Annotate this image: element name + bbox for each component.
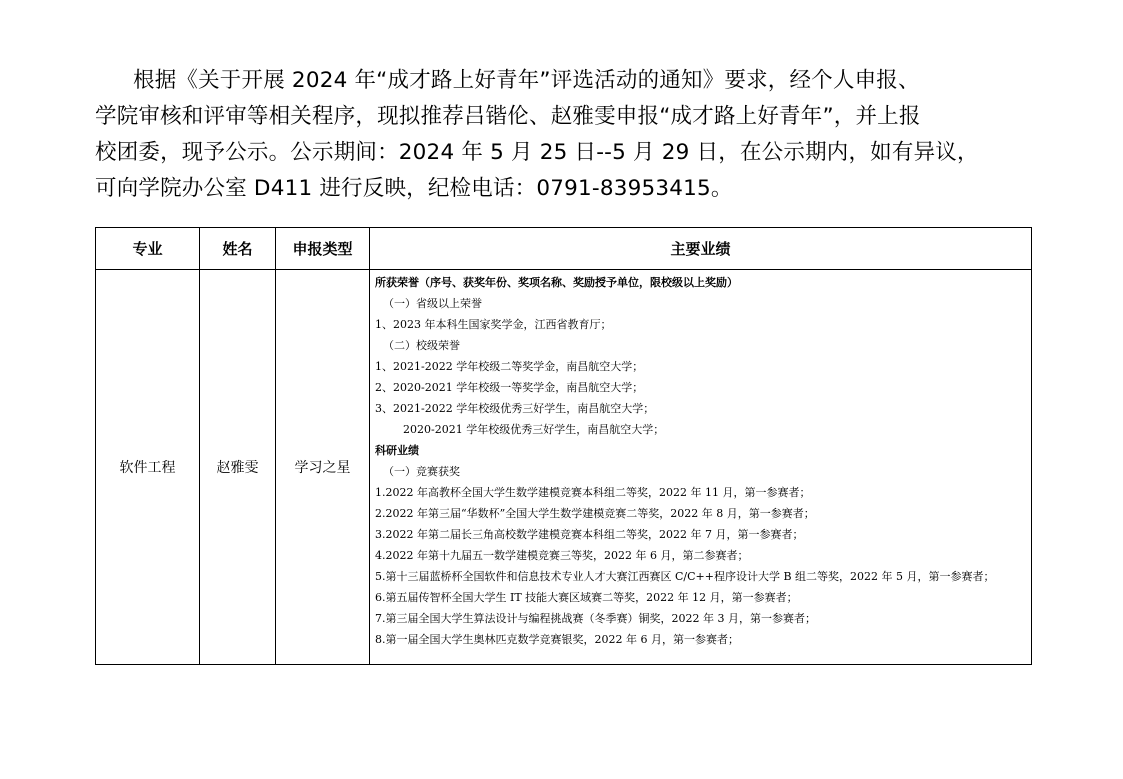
list-item: 7.第三届全国大学生算法设计与编程挑战赛（冬季赛）铜奖，2022 年 3 月，第一参赛者；	[375, 612, 816, 625]
list-item: 5.第十三届蓝桥杯全国软件和信息技术专业人才大赛江西赛区 C/C++程序设计大学 B 组二等奖，2022 年 5 月，第一参赛者；	[375, 570, 995, 583]
competition-heading: （一）竞赛获奖	[383, 465, 460, 478]
cell-achievements	[370, 270, 1032, 665]
intro-line-4: 可向学院办公室 D411 进行反映，纪检电话：0791-83953415。	[95, 176, 733, 201]
intro-line-3: 校团委，现予公示。公示期间：2024 年 5 月 25 日--5 月 29 日，在公示期内，如有异议，	[95, 140, 979, 165]
announcement-text	[95, 63, 1035, 207]
list-item: 4.2022 年第十九届五一数学建模竞赛三等奖，2022 年 6 月，第二参赛者；	[375, 549, 749, 562]
intro-line-1: 根据《关于开展 2024 年“成才路上好青年”评选活动的通知》要求，经个人申报、	[133, 68, 920, 93]
list-item: 2.2022 年第三届“华数杯”全国大学生数学建模竞赛二等奖，2022 年 8 月，第一参赛者；	[375, 507, 815, 520]
list-item: 8.第一届全国大学生奥林匹克数学竞赛银奖，2022 年 6 月，第一参赛者；	[375, 633, 739, 646]
nominee-table	[95, 227, 1032, 665]
list-item: 3.2022 年第二届长三角高校数学建模竞赛本科组二等奖，2022 年 7 月，第一参赛者；	[375, 528, 804, 541]
list-item: 2020-2021 学年校级优秀三好学生，南昌航空大学；	[403, 423, 665, 436]
table-row	[96, 270, 1032, 665]
research-title: 科研业绩	[375, 444, 419, 457]
intro-line-2: 学院审核和评审等相关程序，现拟推荐吕锴伦、赵雅雯申报“成才路上好青年”，并上报	[95, 104, 921, 129]
school-heading: （二）校级荣誉	[383, 339, 460, 352]
honors-title: 所获荣誉（序号、获奖年份、奖项名称、奖励授予单位，限校级以上奖励）	[375, 276, 738, 289]
header-major: 专业	[96, 228, 200, 270]
cell-major: 软件工程	[96, 270, 200, 665]
list-item: 1、2023 年本科生国家奖学金，江西省教育厅；	[375, 318, 612, 331]
cell-name: 赵雅雯	[200, 270, 276, 665]
list-item: 3、2021-2022 学年校级优秀三好学生，南昌航空大学；	[375, 402, 655, 415]
cell-type: 学习之星	[276, 270, 370, 665]
provincial-heading: （一）省级以上荣誉	[383, 297, 482, 310]
header-type: 申报类型	[276, 228, 370, 270]
table-header-row	[96, 228, 1032, 270]
header-name: 姓名	[200, 228, 276, 270]
header-achievements: 主要业绩	[370, 228, 1032, 270]
list-item: 2、2020-2021 学年校级一等奖学金，南昌航空大学；	[375, 381, 644, 394]
list-item: 1、2021-2022 学年校级二等奖学金，南昌航空大学；	[375, 360, 644, 373]
list-item: 6.第五届传智杯全国大学生 IT 技能大赛区域赛二等奖，2022 年 12 月，第一参赛者；	[375, 591, 798, 604]
list-item: 1.2022 年高教杯全国大学生数学建模竞赛本科组二等奖，2022 年 11 月，第一参赛者；	[375, 486, 811, 499]
